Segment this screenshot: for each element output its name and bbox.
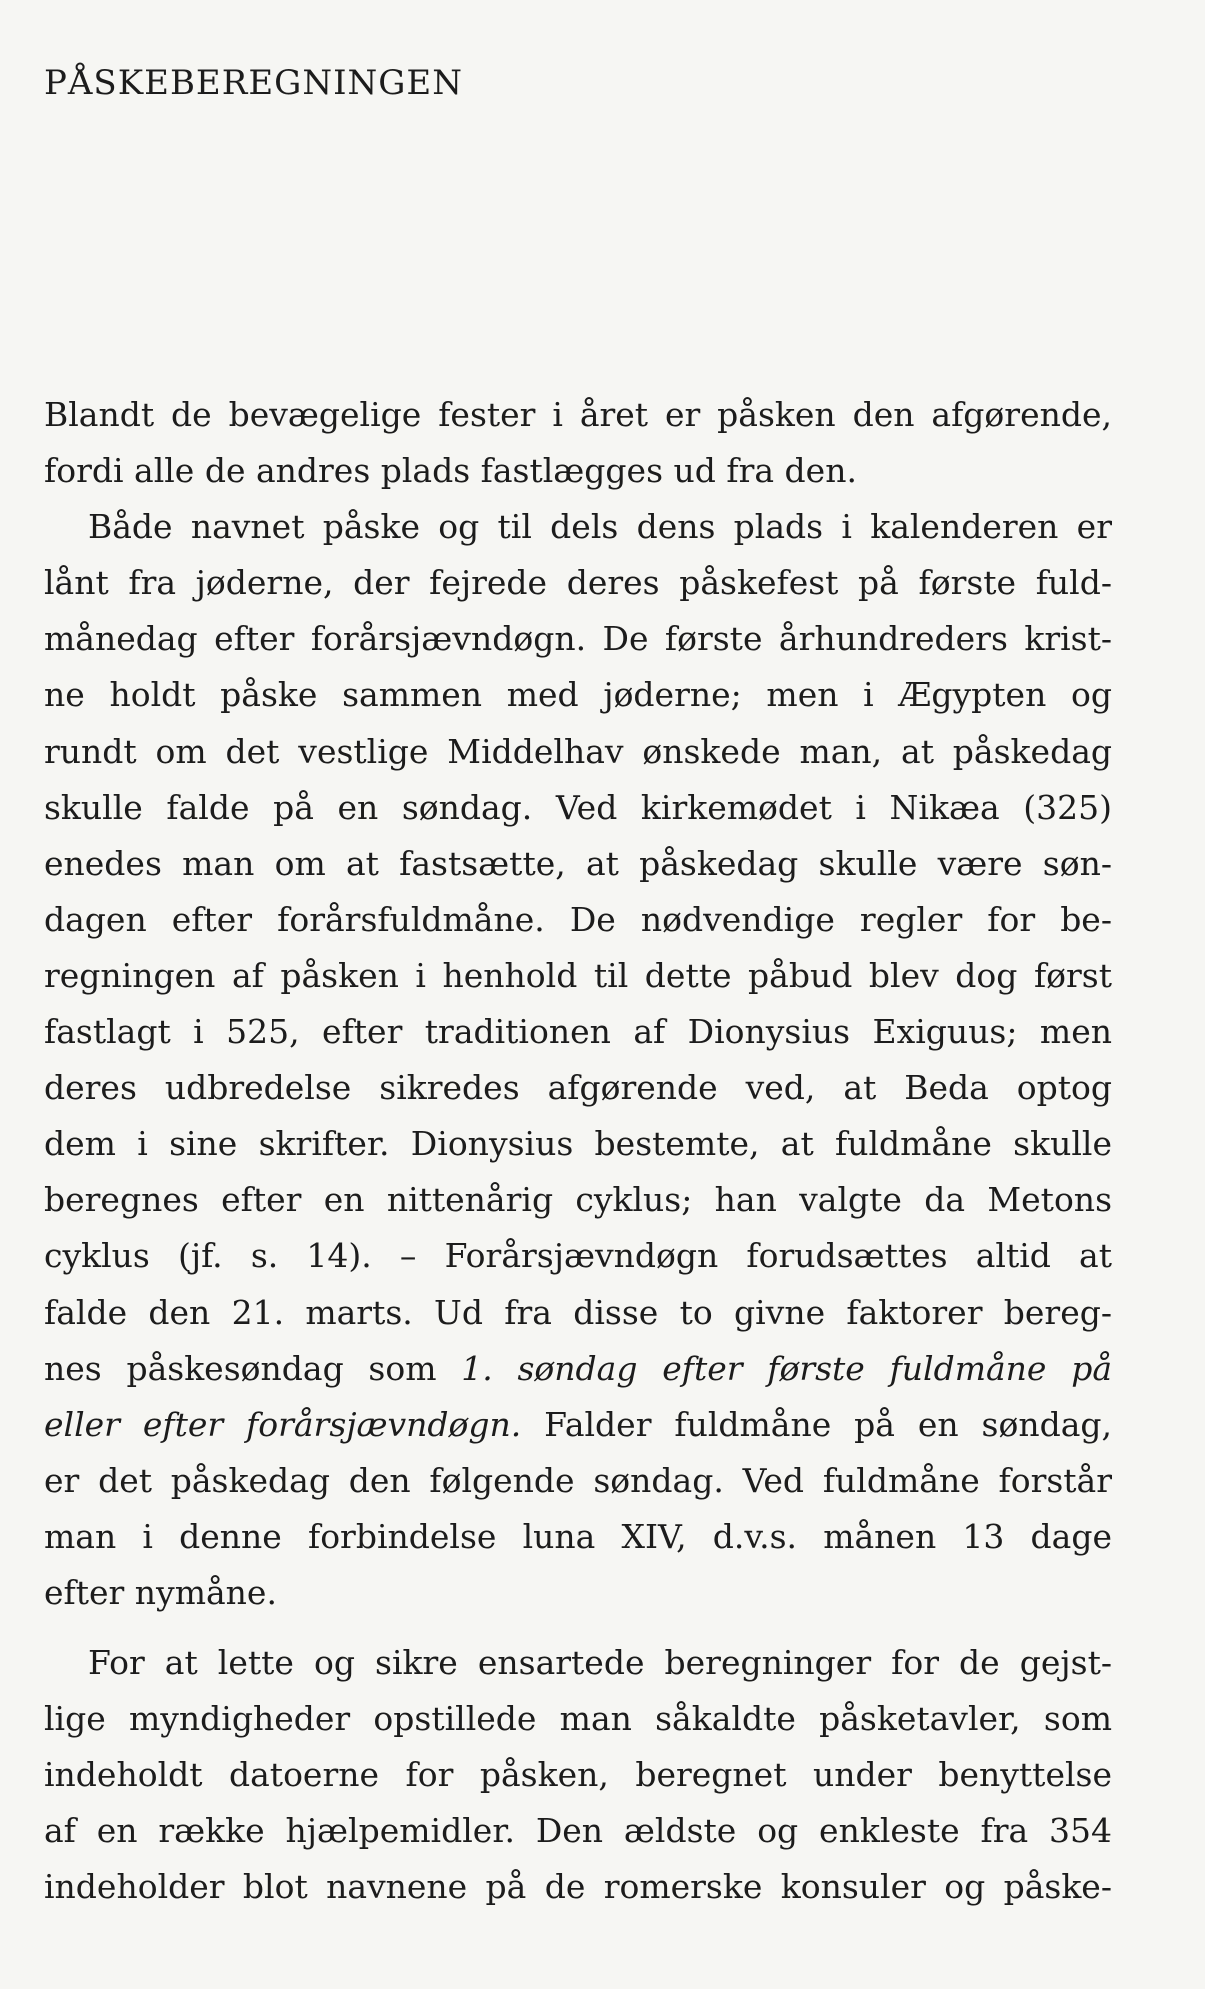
text-line: efter nymåne. bbox=[44, 1572, 277, 1612]
running-head: PÅSKEBEREGNINGEN bbox=[44, 63, 463, 103]
text-line: regningen af påsken i henhold til dette påbud blev dog først bbox=[44, 955, 1112, 995]
text-line: indeholdt datoerne for påsken, beregnet under benyttelse bbox=[44, 1755, 1112, 1795]
text-run: nes påskesøndag som bbox=[44, 1348, 462, 1388]
text-line: cyklus (jf. s. 14). – Forårsjævndøgn forudsættes altid at bbox=[44, 1236, 1112, 1276]
text-run: Falder fuldmåne på en søndag, bbox=[521, 1404, 1112, 1444]
text-line: For at lette og sikre ensartede beregninger for de gejst- bbox=[88, 1643, 1112, 1683]
text-line: falde den 21. marts. Ud fra disse to givne faktorer bereg- bbox=[44, 1292, 1112, 1332]
text-line: er det påskedag den følgende søndag. Ved fuldmåne forstår bbox=[44, 1460, 1112, 1500]
text-line: Blandt de bevægelige fester i året er påsken den afgørende, bbox=[44, 395, 1112, 434]
text-line: skulle falde på en søndag. Ved kirkemødet i Nikæa (325) bbox=[44, 787, 1112, 827]
text-line: deres udbredelse sikredes afgørende ved, at Beda optog bbox=[44, 1068, 1112, 1108]
text-line: fastlagt i 525, efter traditionen af Dionysius Exiguus; men bbox=[44, 1012, 1112, 1052]
text-line: lige myndigheder opstillede man såkaldte påsketavler, som bbox=[44, 1699, 1112, 1739]
text-line: lånt fra jøderne, der fejrede deres påskefest på første fuld- bbox=[44, 563, 1112, 603]
text-line bbox=[44, 1397, 1112, 1453]
text-line: beregnes efter en nittenårig cyklus; han valgte da Metons bbox=[44, 1180, 1112, 1220]
text-line: dem i sine skrifter. Dionysius bestemte, at fuldmåne skulle bbox=[44, 1124, 1112, 1164]
text-line: ne holdt påske sammen med jøderne; men i Ægypten og bbox=[44, 675, 1112, 715]
italic-text-run: eller efter forårsjævndøgn. bbox=[44, 1404, 522, 1444]
text-line: dagen efter forårsfuldmåne. De nødvendige regler for be- bbox=[44, 899, 1112, 939]
italic-text-run: 1. søndag efter første fuldmåne på bbox=[461, 1348, 1112, 1388]
text-line: Både navnet påske og til dels dens plads i kalenderen er bbox=[88, 507, 1112, 547]
body-text bbox=[44, 387, 1112, 1916]
text-line: månedag efter forårsjævndøgn. De første århundreders krist- bbox=[44, 619, 1112, 659]
text-line bbox=[44, 1341, 1112, 1397]
text-line: enedes man om at fastsætte, at påskedag skulle være søn- bbox=[44, 843, 1112, 883]
text-line: rundt om det vestlige Middelhav ønskede man, at påskedag bbox=[44, 731, 1112, 771]
text-line: indeholder blot navnene på de romerske konsuler og påske- bbox=[44, 1867, 1112, 1907]
text-line: man i denne forbindelse luna XIV, d.v.s. månen 13 dage bbox=[44, 1516, 1112, 1556]
text-line: fordi alle de andres plads fastlægges ud fra den. bbox=[44, 451, 857, 491]
text-line: af en række hjælpemidler. Den ældste og enkleste fra 354 bbox=[44, 1811, 1112, 1851]
